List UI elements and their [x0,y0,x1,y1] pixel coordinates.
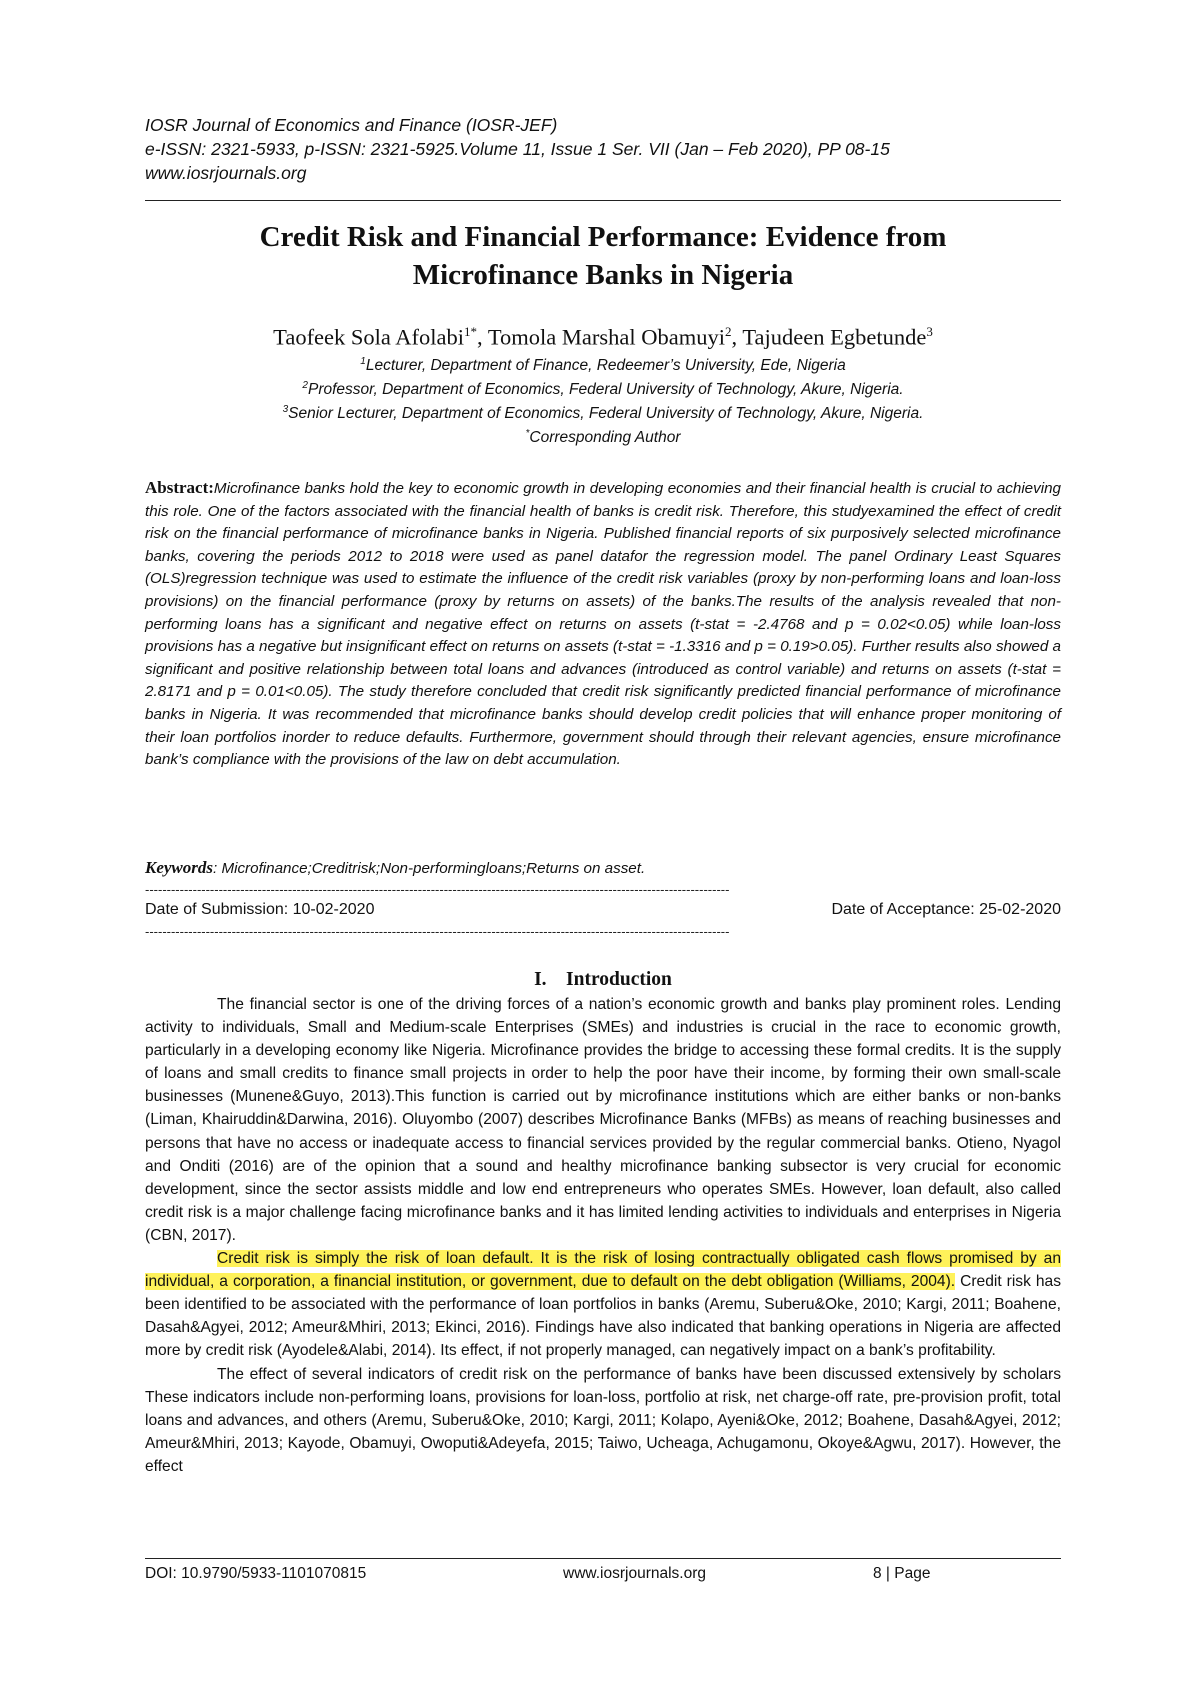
affiliation [145,400,1061,424]
separator-line: --------------------------------------------------------------------------------------------------------------------------------------- [145,883,730,897]
affiliation-text: Senior Lecturer, Department of Economics, Federal University of Technology, Akure, Nigeria. [288,405,924,423]
affiliation [145,352,1061,376]
header-divider [145,200,1061,201]
paragraph [145,1247,1061,1362]
affiliation-text: Professor, Department of Economics, Federal University of Technology, Akure, Nigeria. [307,381,904,399]
highlighted-text: Credit risk is simply the risk of loan default. It is the risk of losing contractually obligated cash flows promised by an individual, a corporation, a financial institution, or government, due to default on the debt obligation (Williams, 2004). [145,1250,1061,1291]
section-heading: I. Introduction [534,969,672,990]
affiliation [145,424,1061,448]
affiliation-text: Lecturer, Department of Finance, Redeemer’s University, Ede, Nigeria [365,357,846,375]
footer-website[interactable]: www.iosrjournals.org [563,1565,706,1582]
paragraph-text: Credit risk has been identified to be associated with the performance of loan portfolios in banks (Aremu, Suberu&Oke, 2010; Kargi, 2011; Boahene, Dasah&Agyei, 2012; Ameur&Mhiri, 2013; Ekinci, 2016). Findings have also indicated that banking operations in Nigeria are affected more by credit risk (Ayodele&Alabi, 2014). Its effect, if not properly managed, can negatively impact on a bank’s profitability. [145,1273,1061,1360]
author-name: Taofeek Sola Afolabi [273,324,465,350]
keywords-label: Keywords [145,858,213,877]
keywords [145,857,1061,880]
author-list: Taofeek Sola Afolabi$^{1*}$, Tomola Marshal Obamuyi$^2$, Tajudeen Egbetunde$^3$ [273,324,933,350]
acceptance-date: Date of Acceptance: 25-02-2020 [831,901,1061,918]
paragraph: The financial sector is one of the driving forces of a nation’s economic growth and banks play prominent roles. Lending activity to individuals, Small and Medium-scale Enterprises (SMEs) and industries is crucial in the race to economic growth, particularly in a developing economy like Nigeria. Microfinance provides the bridge to accessing these formal credits. It is the supply of loans and small credits to finance small projects in order to help the poor have their income, by forming their own small-scale businesses (Munene&Guyo, 2013).This function is carried out by microfinance institutions which are either banks or non-banks (Liman, Khairuddin&Darwina, 2016). Oluyombo (2007) describes Microfinance Banks (MFBs) as means of reaching businesses and persons that have no access or inadequate access to financial services provided by the regular commercial banks. Otieno, Nyagol and Onditi (2016) are of the opinion that a sound and healthy microfinance banking subsector is very crucial for economic development, since the sector assists middle and low end entrepreneurs who operates SMEs. However, loan default, also called credit risk is a major challenge facing microfinance banks and it has limited lending activities to individuals and enterprises in Nigeria (CBN, 2017). [145,996,1061,1244]
footer-divider [145,1558,1061,1559]
author-mark: 1* [464,324,478,339]
affiliation-text: Corresponding Author [529,429,681,447]
journal-name: IOSR Journal of Economics and Finance (IOSR-JEF) [145,115,558,135]
page-footer [145,1563,1061,1585]
keywords-text: : Microfinance;Creditrisk;Non-performingloans;Returns on asset. [213,860,646,877]
abstract [145,477,1061,772]
affiliation-mark: 2 [302,380,308,391]
journal-issn: e-ISSN: 2321-5933, p-ISSN: 2321-5925.Volume 11, Issue 1 Ser. VII (Jan – Feb 2020), PP 08-15 [145,139,890,159]
footer-doi: DOI: 10.9790/5933-1101070815 [145,1565,367,1582]
journal-website[interactable]: www.iosrjournals.org [145,163,307,183]
separator-line: --------------------------------------------------------------------------------------------------------------------------------------- [145,925,730,939]
affiliation [145,376,1061,400]
author-name: Tomola Marshal Obamuyi [487,324,726,350]
author-mark: 3 [926,324,933,339]
paper-title [145,218,1061,294]
author-mark: 2 [725,324,732,339]
affiliation-mark: * [525,428,530,439]
paragraph: The effect of several indicators of credit risk on the performance of banks have been discussed extensively by scholars These indicators include non-performing loans, provisions for loan-loss, portfolio at risk, net charge-off rate, pre-provision profit, total loans and advances, and others (Aremu, Suberu&Oke, 2010; Kargi, 2011; Kolapo, Ayeni&Oke, 2012; Boahene, Dasah&Agyei, 2012; Ameur&Mhiri, 2013; Kayode, Obamuyi, Owoputi&Adeyefa, 2015; Taiwo, Ucheaga, Achugamonu, Okoye&Agwu, 2017). However, the effect [145,1365,1061,1475]
abstract-label: Abstract: [145,478,214,497]
submission-date: Date of Submission: 10-02-2020 [145,901,375,918]
title-line-1: Credit Risk and Financial Performance: Evidence from [259,221,947,253]
affiliation-mark: 1 [360,356,366,367]
page-number: 8 | Page [873,1565,931,1582]
abstract-text: Microfinance banks hold the key to economic growth in developing economies and their financial health is crucial to achieving this role. One of the factors associated with the financial health of banks is credit risk. Therefore, this studyexamined the effect of credit risk on the financial performance of microfinance banks in Nigeria. Published financial reports of six purposively selected microfinance banks, covering the periods 2012 to 2018 were used as panel datafor the regression model. The panel Ordinary Least Squares (OLS)regression technique was used to estimate the influence of the credit risk variables (proxy by non-performing loans and loan-loss provisions) on the financial performance (proxy by returns on assets) of the banks.The results of the analysis revealed that non-performing loans has a significant and negative effect on returns on assets (t-stat = -2.4768 and p = 0.02<0.05) while loan-loss provisions has a negative but insignificant effect on returns on assets (t-stat = -1.3316 and p = 0.19>0.05). Further results also showed a significant and positive relationship between total loans and advances (introduced as control variable) and returns on assets (t-stat = 2.8171 and p = 0.01<0.05). The study therefore concluded that credit risk significantly predicted financial performance of microfinance banks in Nigeria. It was recommended that microfinance banks should develop credit policies that will enhance proper monitoring of their loan portfolios inorder to reduce defaults. Furthermore, government should through their relevant agencies, ensure microfinance bank’s compliance with the provisions of the law on debt accumulation. [145,480,1061,769]
author-name: Tajudeen Egbetunde [742,324,927,350]
title-line-2: Microfinance Banks in Nigeria [412,259,794,291]
affiliation-mark: 3 [282,404,289,415]
journal-header [145,113,1061,185]
section-body [145,993,1061,1478]
dates-row [145,899,1061,921]
